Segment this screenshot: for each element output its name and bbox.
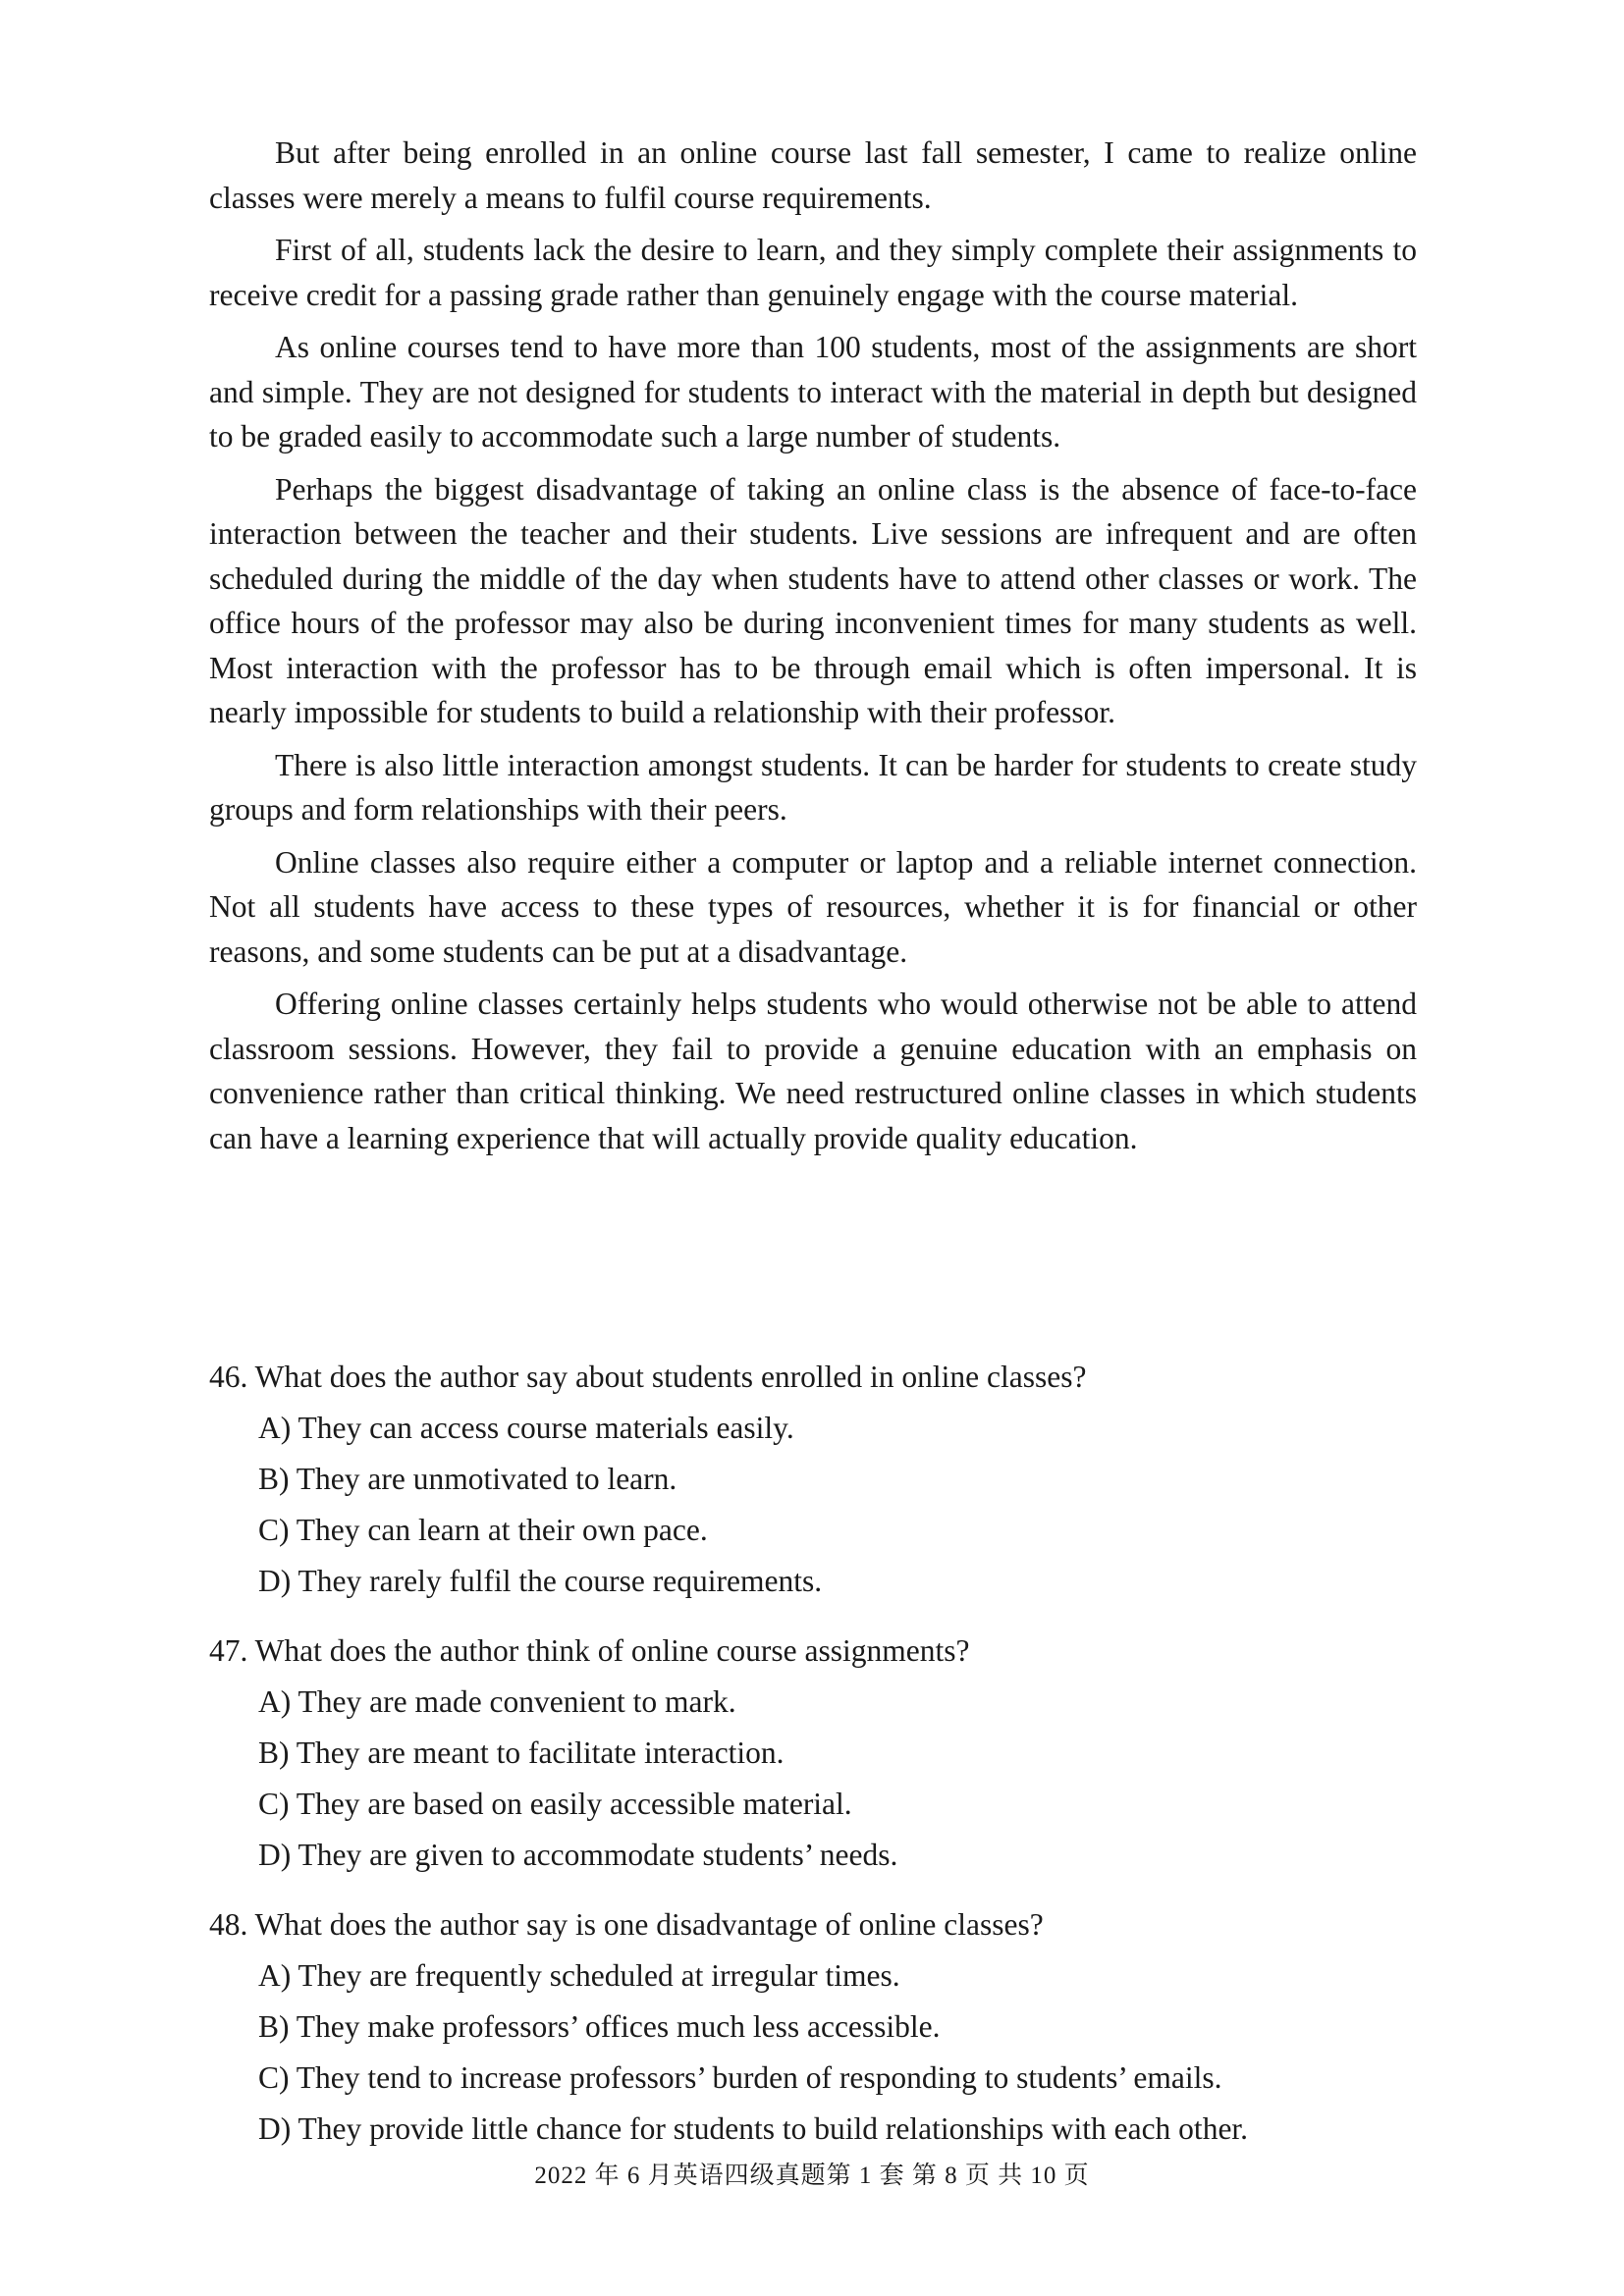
option-list [209,1403,1417,1607]
option-a: A) They can access course materials easily. [258,1411,794,1445]
option-b: B) They are unmotivated to learn. [258,1462,677,1496]
passage-paragraph-7: Offering online classes certainly helps students who would otherwise not be able to attend classroom sessions. However, they fail to provide a genuine education with an emphasis on convenience rather than critical thinking. We need restructured online classes in which students can have a learning experience that will actually provide quality education. [209,987,1417,1155]
passage-paragraph-5: There is also little interaction amongst students. It can be harder for students to create study groups and form relationships with their peers. [209,747,1417,827]
option-c: C) They can learn at their own pace. [258,1513,708,1547]
option-list [209,1677,1417,1881]
question-list [209,1352,1417,2173]
question-46 [209,1352,1417,1607]
question-stem: 47. What does the author think of online course assignments? [209,1633,970,1668]
reading-passage [209,131,1417,1168]
option-list [209,1950,1417,2155]
option-c: C) They are based on easily accessible material. [258,1787,852,1821]
passage-paragraph-3: As online courses tend to have more than 100 students, most of the assignments are short and simple. They are not designed for students to interact with the material in depth but designed to be graded easily to accommodate such a large number of students. [209,330,1417,454]
option-d: D) They rarely fulfil the course requirements. [258,1564,823,1598]
passage-paragraph-4: Perhaps the biggest disadvantage of taking an online class is the absence of face-to-face interaction between the teacher and their students. Live sessions are infrequent and are often scheduled during the middle of the day when students have to attend other classes or work. The office hours of the professor may also be during inconvenient times for many students as well. Most interaction with the professor has to be through email which is often impersonal. It is nearly impossible for students to build a relationship with their professor. [209,471,1417,729]
option-d: D) They provide little chance for students to build relationships with each other. [258,2111,1249,2146]
option-d: D) They are given to accommodate students’ needs. [258,1838,898,1872]
question-stem: 48. What does the author say is one disadvantage of online classes? [209,1907,1044,1942]
option-b: B) They are meant to facilitate interaction. [258,1735,785,1770]
passage-paragraph-6: Online classes also require either a computer or laptop and a reliable internet connection. Not all students have access to these types of resources, whether it is for financial or other reasons, and some students can be put at a disadvantage. [209,844,1417,969]
question-47 [209,1626,1417,1881]
passage-paragraph-2: First of all, students lack the desire to learn, and they simply complete their assignments to receive credit for a passing grade rather than genuinely engage with the course material. [209,233,1417,312]
page-footer: 2022 年 6 月英语四级真题第 1 套 第 8 页 共 10 页 [534,2163,1090,2189]
option-a: A) They are frequently scheduled at irregular times. [258,1958,900,1993]
option-a: A) They are made convenient to mark. [258,1684,736,1719]
option-b: B) They make professors’ offices much less accessible. [258,2009,941,2044]
passage-paragraph-1: But after being enrolled in an online course last fall semester, I came to realize online classes were merely a means to fulfil course requirements. [209,135,1417,215]
question-48 [209,1899,1417,2155]
option-c: C) They tend to increase professors’ burden of responding to students’ emails. [258,2060,1222,2095]
question-stem: 46. What does the author say about students enrolled in online classes? [209,1360,1087,1394]
